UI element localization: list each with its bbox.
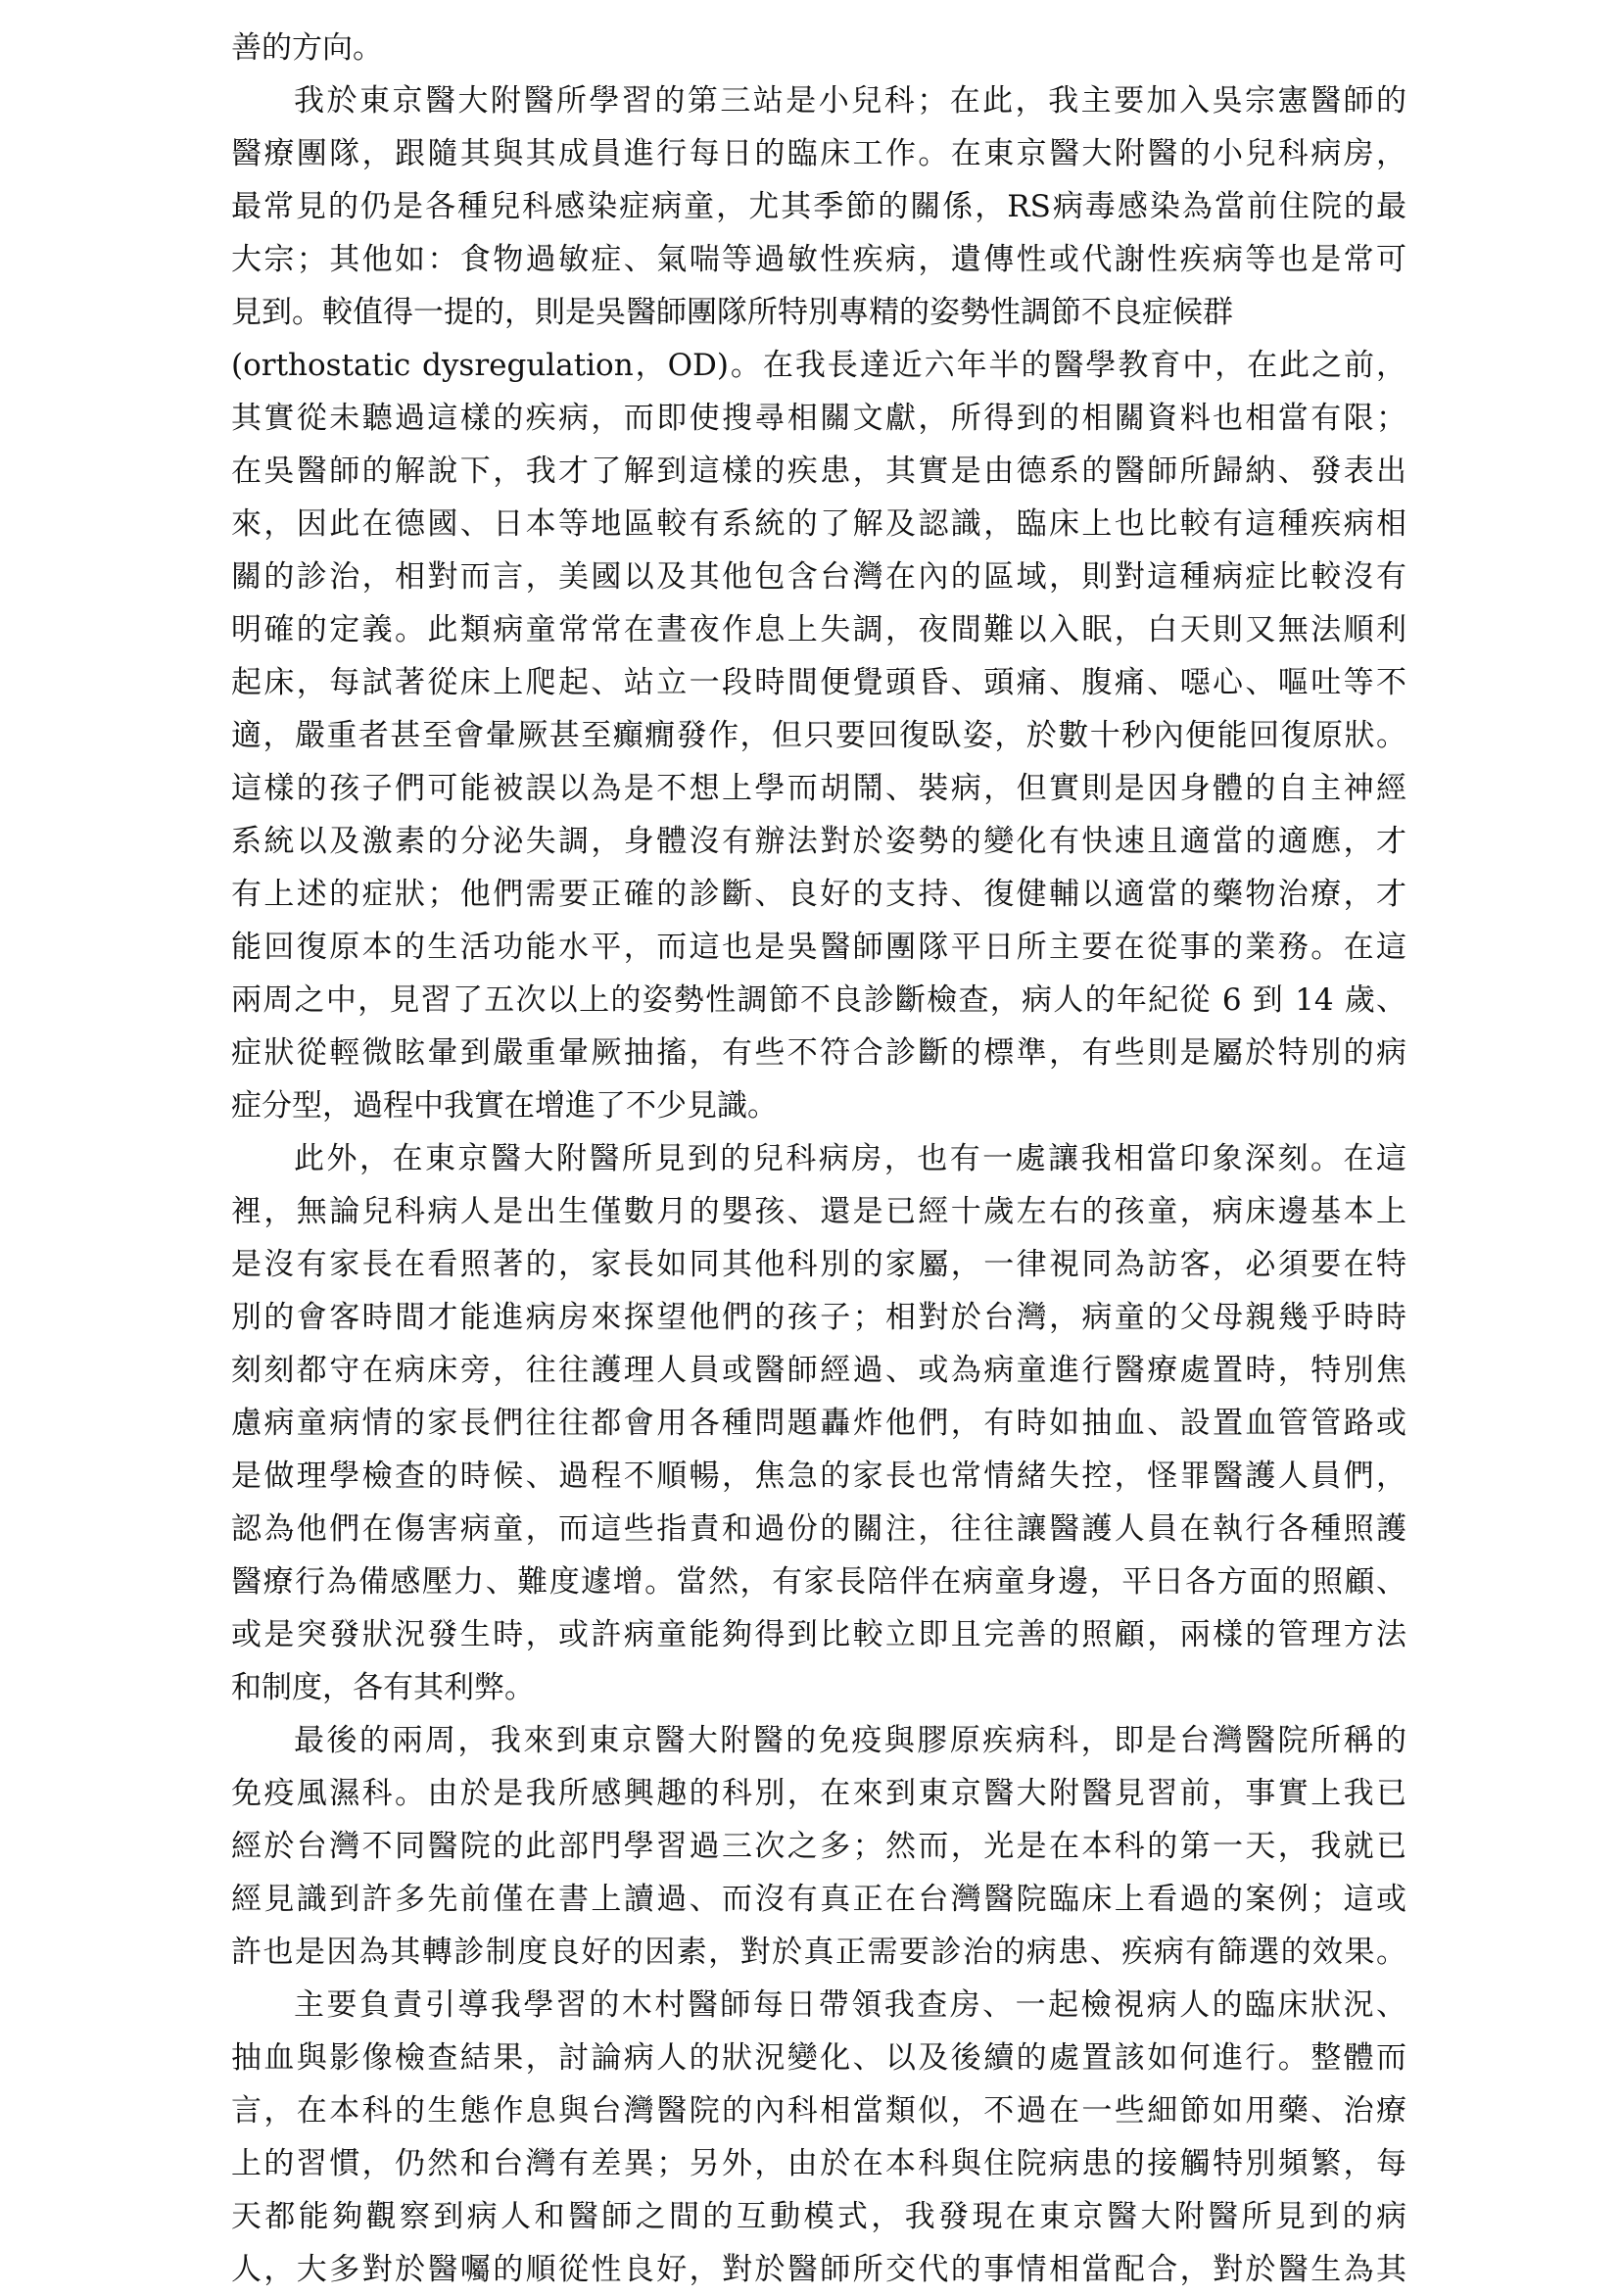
paragraph-line: 免疫風濕科。由於是我所感興趣的科別，在來到東京醫大附醫見習前，事實上我已 <box>231 1776 1406 1811</box>
paragraph-line: 見到。較值得一提的，則是吳醫師團隊所特別專精的姿勢性調節不良症候群 <box>231 295 1233 330</box>
paragraph-line: 許也是因為其轉診制度良好的因素，對於真正需要診治的病患、疾病有篩選的效果。 <box>231 1935 1406 1970</box>
paragraph-line: 來，因此在德國、日本等地區較有系統的了解及認識，臨床上也比較有這種疾病相 <box>231 506 1406 542</box>
paragraph-line: 天都能夠觀察到病人和醫師之間的互動模式，我發現在東京醫大附醫所見到的病 <box>231 2199 1406 2234</box>
paragraph-line: 言，在本科的生態作息與台灣醫院的內科相當類似，不過在一些細節如用藥、治療 <box>231 2093 1406 2129</box>
paragraph-line: 善的方向。 <box>231 30 383 66</box>
paragraph-line: 刻刻都守在病床旁，往往護理人員或醫師經過、或為病童進行醫療處置時，特別焦 <box>231 1353 1406 1388</box>
paragraph-line: 我於東京醫大附醫所學習的第三站是小兒科；在此，我主要加入吳宗憲醫師的 <box>294 83 1406 119</box>
paragraph-line: 上的習慣，仍然和台灣有差異；另外，由於在本科與住院病患的接觸特別頻繁，每 <box>231 2146 1406 2181</box>
paragraph-line: 人，大多對於醫囑的順從性良好，對於醫師所交代的事情相當配合，對於醫生為其 <box>231 2252 1406 2287</box>
paragraph-line: 經見識到許多先前僅在書上讀過、而沒有真正在台灣醫院臨床上看過的案例；這或 <box>231 1882 1406 1917</box>
paragraph-line: 症狀從輕微眩暈到嚴重暈厥抽搐，有些不符合診斷的標準，有些則是屬於特別的病 <box>231 1035 1406 1071</box>
paragraph-line: 和制度，各有其利弊。 <box>231 1670 535 1705</box>
paragraph-line: 能回復原本的生活功能水平，而這也是吳醫師團隊平日所主要在從事的業務。在這 <box>231 930 1406 965</box>
paragraph-line: 有上述的症狀；他們需要正確的診斷、良好的支持、復健輔以適當的藥物治療，才 <box>231 877 1406 912</box>
paragraph-line: 是沒有家長在看照著的，家長如同其他科別的家屬，一律視同為訪客，必須要在特 <box>231 1247 1406 1282</box>
paragraph-line: 醫療團隊，跟隨其與其成員進行每日的臨床工作。在東京醫大附醫的小兒科病房， <box>231 136 1406 171</box>
paragraph-line: 起床，每試著從床上爬起、站立一段時間便覺頭昏、頭痛、腹痛、噁心、嘔吐等不 <box>231 665 1406 700</box>
paragraph-line: 是做理學檢查的時候、過程不順暢，焦急的家長也常情緒失控，怪罪醫護人員們， <box>231 1459 1406 1494</box>
paragraph-line: 或是突發狀況發生時，或許病童能夠得到比較立即且完善的照顧，兩樣的管理方法 <box>231 1617 1406 1652</box>
paragraph-line: 系統以及激素的分泌失調，身體沒有辦法對於姿勢的變化有快速且適當的適應，才 <box>231 824 1406 859</box>
paragraph-line: 最常見的仍是各種兒科感染症病童，尤其季節的關係，RS病毒感染為當前住院的最 <box>231 189 1406 224</box>
paragraph-line: 兩周之中，見習了五次以上的姿勢性調節不良診斷檢查，病人的年紀從 6 到 14 歲、 <box>231 982 1406 1018</box>
paragraph-line: 抽血與影像檢查結果，討論病人的狀況變化、以及後續的處置該如何進行。整體而 <box>231 2040 1406 2076</box>
paragraph-line: 這樣的孩子們可能被誤以為是不想上學而胡鬧、裝病，但實則是因身體的自主神經 <box>231 771 1406 806</box>
paragraph-line: 經於台灣不同醫院的此部門學習過三次之多；然而，光是在本科的第一天，我就已 <box>231 1829 1406 1864</box>
paragraph-line: 別的會客時間才能進病房來探望他們的孩子；相對於台灣，病童的父母親幾乎時時 <box>231 1300 1406 1335</box>
paragraph-line: 此外，在東京醫大附醫所見到的兒科病房，也有一處讓我相當印象深刻。在這 <box>294 1141 1406 1176</box>
paragraph-line: 症分型，過程中我實在增進了不少見識。 <box>231 1088 778 1124</box>
paragraph-line: (orthostatic dysregulation，OD)。在我長達近六年半的醫學教育中，在此之前， <box>231 348 1406 383</box>
paragraph-line: 主要負責引導我學習的木村醫師每日帶領我查房、一起檢視病人的臨床狀況、 <box>294 1987 1406 2023</box>
paragraph-line: 裡，無論兒科病人是出生僅數月的嬰孩、還是已經十歲左右的孩童，病床邊基本上 <box>231 1194 1406 1229</box>
paragraph-line: 其實從未聽過這樣的疾病，而即使搜尋相關文獻，所得到的相關資料也相當有限； <box>231 401 1406 436</box>
paragraph-line: 在吳醫師的解說下，我才了解到這樣的疾患，其實是由德系的醫師所歸納、發表出 <box>231 454 1406 489</box>
paragraph-line: 最後的兩周，我來到東京醫大附醫的免疫與膠原疾病科，即是台灣醫院所稱的 <box>294 1723 1406 1758</box>
paragraph-line: 大宗；其他如：食物過敏症、氣喘等過敏性疾病，遺傳性或代謝性疾病等也是常可 <box>231 242 1406 277</box>
paragraph-line: 認為他們在傷害病童，而這些指責和過份的關注，往往讓醫護人員在執行各種照護 <box>231 1511 1406 1547</box>
paragraph-line: 醫療行為備感壓力、難度遽增。當然，有家長陪伴在病童身邊，平日各方面的照顧、 <box>231 1564 1406 1600</box>
paragraph-line: 關的診治，相對而言，美國以及其他包含台灣在內的區域，則對這種病症比較沒有 <box>231 559 1406 595</box>
paragraph-line: 明確的定義。此類病童常常在晝夜作息上失調，夜間難以入眠，白天則又無法順利 <box>231 612 1406 647</box>
paragraph-line: 慮病童病情的家長們往往都會用各種問題轟炸他們，有時如抽血、設置血管管路或 <box>231 1406 1406 1441</box>
paragraph-line: 適，嚴重者甚至會暈厥甚至癲癇發作，但只要回復臥姿，於數十秒內便能回復原狀。 <box>231 718 1406 753</box>
